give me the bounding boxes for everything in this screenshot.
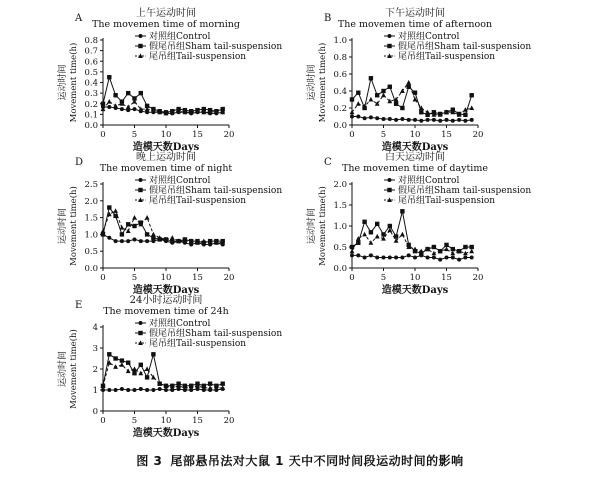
data-point (120, 387, 124, 391)
data-point (107, 388, 111, 392)
data-point (450, 251, 455, 256)
data-point (444, 243, 448, 247)
x-axis-label: 造模天数Days (132, 285, 200, 296)
y-axis-label-en: Movement time(h) (69, 186, 79, 266)
legend-label: 假尾吊组Sham tail-suspension (398, 42, 532, 52)
series-control (350, 253, 474, 261)
legend-marker (139, 34, 143, 38)
data-point (133, 388, 137, 392)
data-point (126, 239, 130, 243)
x-axis-label: 造模天数Days (132, 428, 200, 439)
y-axis-label-en: Movement time(h) (69, 42, 79, 123)
x-axis-label: 造模天数Days (381, 285, 449, 296)
legend-marker (138, 44, 142, 48)
data-point (432, 256, 436, 260)
y-tick-label: 0.0 (84, 264, 98, 274)
data-point (457, 258, 461, 262)
data-point (145, 232, 149, 236)
data-point (369, 230, 373, 234)
data-point (362, 220, 366, 224)
data-point (400, 88, 405, 93)
y-axis-label-cn: 运动时间 (58, 64, 68, 101)
data-point (151, 388, 155, 392)
series-control (101, 105, 225, 115)
panel-letter: C (324, 157, 332, 168)
data-point (407, 253, 411, 257)
data-point (145, 366, 150, 371)
y-tick-label: 4 (92, 323, 98, 333)
data-point (145, 239, 149, 243)
data-point (350, 245, 354, 249)
y-tick-label: 0.5 (84, 247, 98, 258)
y-tick-label: 1.5 (84, 213, 98, 224)
x-tick-label: 20 (223, 416, 235, 426)
data-point (438, 119, 442, 123)
figure-caption-number: 图 3 (136, 454, 163, 468)
panel-letter: E (75, 300, 83, 311)
x-tick-label: 0 (100, 416, 106, 426)
legend-label: 尾吊组Tail-suspension (398, 52, 496, 62)
data-point (407, 118, 411, 122)
data-point (381, 89, 385, 93)
data-point (139, 387, 143, 391)
series-sham (101, 352, 225, 388)
data-point (469, 105, 474, 110)
y-tick-label: 0.0 (333, 264, 347, 274)
x-tick-label: 15 (192, 130, 203, 140)
panel-title-cn: 上午运动时间 (136, 8, 196, 19)
legend-label: 对照组Control (149, 32, 211, 42)
data-point (388, 117, 392, 121)
data-point (394, 102, 398, 106)
y-tick-label: 2.0 (84, 196, 98, 207)
data-point (139, 239, 143, 243)
panel-letter: B (324, 13, 332, 24)
data-point (101, 102, 105, 106)
data-point (356, 91, 360, 95)
data-point (126, 104, 131, 109)
data-point (350, 115, 354, 119)
data-point (425, 110, 430, 115)
panel-letter: A (75, 13, 83, 24)
y-axis-label-en: Movement time(h) (318, 42, 328, 123)
legend-label: 尾吊组Tail-suspension (398, 196, 496, 206)
data-point (113, 208, 118, 213)
data-point (107, 352, 111, 356)
data-point (445, 256, 449, 260)
data-point (133, 237, 137, 241)
y-axis-label-cn: 运动时间 (58, 207, 68, 245)
x-tick-label: 15 (192, 416, 203, 426)
data-point (132, 366, 137, 371)
y-tick-label: 0.8 (333, 53, 347, 63)
y-tick-label: 0.6 (84, 57, 98, 68)
data-point (113, 356, 117, 360)
data-point (369, 115, 373, 119)
legend-label: 对照组Control (149, 176, 211, 186)
legend-label: 尾吊组Tail-suspension (149, 196, 247, 206)
panel-letter: D (75, 157, 84, 168)
data-point (400, 117, 404, 121)
data-point (375, 234, 380, 239)
y-tick-label: 0.4 (84, 78, 98, 89)
legend-marker (387, 44, 391, 48)
y-tick-label: 1.0 (333, 36, 347, 46)
data-point (469, 249, 474, 254)
x-tick-label: 15 (192, 273, 203, 283)
panel-title-cn: 白天运动时间 (385, 152, 445, 163)
data-point (362, 232, 367, 237)
x-tick-label: 10 (160, 130, 172, 140)
data-point (388, 224, 392, 228)
data-point (438, 258, 442, 262)
data-point (107, 205, 111, 209)
y-tick-label: 0.8 (84, 36, 98, 46)
y-tick-label: 2 (92, 365, 98, 375)
data-point (426, 256, 430, 260)
legend-marker (139, 178, 143, 182)
data-point (375, 222, 379, 226)
data-point (419, 119, 423, 123)
data-point (164, 388, 168, 392)
data-point (120, 362, 125, 367)
data-point (120, 107, 124, 111)
data-point (419, 110, 423, 114)
data-point (394, 256, 398, 260)
panel-title-en: The movemen time of 24h (103, 306, 229, 317)
data-point (413, 256, 417, 260)
data-point (356, 115, 360, 119)
series-tail (350, 228, 475, 256)
x-tick-label: 10 (160, 416, 172, 426)
data-point (363, 256, 367, 260)
legend-label: 对照组Control (398, 176, 460, 186)
x-tick-label: 5 (380, 130, 387, 140)
panel-title-cn: 晚上运动时间 (136, 152, 196, 163)
data-point (381, 93, 386, 98)
data-point (451, 119, 455, 123)
panel-title-en: The movemen time of morning (92, 19, 240, 30)
data-point (114, 239, 118, 243)
y-axis-label-en: Movement time(h) (69, 329, 79, 409)
data-point (400, 106, 404, 110)
data-point (145, 215, 150, 220)
y-tick-label: 3 (92, 344, 98, 354)
data-point (463, 113, 467, 117)
data-point (356, 101, 361, 106)
data-point (369, 97, 374, 102)
data-point (463, 245, 467, 249)
data-point (394, 118, 398, 122)
x-tick-label: 20 (472, 273, 484, 283)
data-point (413, 91, 417, 95)
legend-marker (138, 331, 142, 335)
x-tick-label: 10 (409, 130, 421, 140)
data-point (350, 249, 355, 254)
x-tick-label: 5 (131, 130, 138, 140)
data-point (133, 107, 137, 111)
data-point (113, 93, 117, 97)
legend-label: 假尾吊组Sham tail-suspension (149, 186, 283, 196)
data-point (375, 116, 379, 120)
legend-marker (388, 178, 392, 182)
data-point (120, 239, 124, 243)
figure-caption-text: 尾部悬吊法对大鼠 1 天中不同时间段运动时间的影响 (170, 454, 464, 468)
legend-label: 假尾吊组Sham tail-suspension (398, 186, 532, 196)
data-point (151, 352, 155, 356)
x-tick-label: 10 (160, 273, 172, 283)
legend-label: 对照组Control (398, 32, 460, 42)
y-tick-label: 1.5 (333, 201, 347, 211)
data-point (126, 388, 130, 392)
x-axis-label: 造模天数Days (381, 142, 449, 153)
data-point (107, 75, 111, 79)
x-tick-label: 15 (441, 273, 452, 283)
data-point (126, 91, 130, 95)
data-point (451, 247, 455, 251)
data-point (126, 222, 130, 226)
y-tick-label: 1.0 (84, 230, 98, 241)
x-tick-label: 0 (349, 273, 355, 283)
panel-b (305, 6, 531, 153)
data-point (470, 118, 474, 122)
data-point (138, 371, 143, 376)
y-tick-label: 2.0 (333, 180, 347, 190)
data-point (132, 215, 137, 220)
y-tick-label: 0.4 (333, 87, 347, 97)
legend-marker (388, 34, 392, 38)
legend-label: 尾吊组Tail-suspension (149, 52, 247, 62)
data-point (113, 364, 118, 369)
legend-label: 假尾吊组Sham tail-suspension (149, 329, 283, 339)
data-point (221, 382, 225, 386)
x-tick-label: 20 (472, 130, 484, 140)
data-point (113, 103, 118, 108)
data-point (114, 388, 118, 392)
x-tick-label: 10 (409, 273, 421, 283)
data-point (139, 363, 143, 367)
y-axis-label-cn: 运动时间 (307, 207, 317, 245)
data-point (145, 375, 149, 379)
data-point (470, 245, 474, 249)
x-tick-label: 0 (100, 130, 106, 140)
data-point (107, 236, 111, 240)
panel-title-en: The movemen time of afternoon (337, 19, 493, 30)
data-point (413, 118, 417, 122)
x-tick-label: 5 (380, 273, 387, 283)
data-point (463, 119, 467, 123)
data-point (363, 116, 367, 120)
data-point (400, 256, 404, 260)
data-point (158, 387, 162, 391)
panel-title-cn: 24小时运动时间 (129, 295, 203, 306)
data-point (375, 256, 379, 260)
data-point (350, 253, 354, 257)
data-point (170, 235, 175, 240)
legend-marker (387, 188, 391, 192)
data-point (470, 256, 474, 260)
y-tick-label: 0.5 (333, 243, 347, 253)
x-tick-label: 0 (349, 130, 355, 140)
legend-label: 尾吊组Tail-suspension (149, 339, 247, 349)
y-axis-label-cn: 运动时间 (307, 64, 317, 101)
data-point (451, 256, 455, 260)
legend-label: 假尾吊组Sham tail-suspension (149, 42, 283, 52)
data-point (406, 80, 411, 85)
data-point (145, 388, 149, 392)
data-point (463, 256, 467, 260)
data-point (413, 247, 418, 252)
data-point (382, 256, 386, 260)
panel-a (56, 6, 282, 153)
data-point (432, 245, 436, 249)
x-tick-label: 15 (441, 130, 452, 140)
panel-title-en: The movemen time of night (99, 163, 233, 174)
y-axis-label-en: Movement time(h) (318, 186, 328, 266)
data-point (388, 85, 392, 89)
data-point (126, 361, 130, 365)
data-point (400, 209, 404, 213)
y-tick-label: 0.2 (84, 99, 98, 110)
data-point (126, 228, 131, 233)
data-point (457, 118, 461, 122)
x-tick-label: 20 (223, 130, 235, 140)
y-tick-label: 0.5 (84, 67, 98, 78)
data-point (120, 225, 125, 230)
data-point (107, 99, 112, 104)
legend-marker (139, 321, 143, 325)
data-point (126, 369, 131, 374)
data-point (120, 358, 124, 362)
x-tick-label: 0 (100, 273, 106, 283)
y-tick-label: 0.7 (84, 46, 98, 57)
data-point (356, 253, 360, 257)
data-point (369, 240, 374, 245)
data-point (382, 117, 386, 121)
x-tick-label: 5 (131, 273, 138, 283)
y-tick-label: 0.3 (84, 89, 98, 100)
data-point (432, 118, 436, 122)
y-tick-label: 2.5 (84, 180, 98, 190)
series-control (350, 115, 474, 123)
y-axis-label-cn: 运动时间 (58, 350, 68, 388)
data-point (375, 93, 379, 97)
y-tick-label: 0.1 (84, 110, 98, 121)
data-point (132, 224, 136, 228)
data-point (400, 232, 405, 237)
data-point (120, 232, 124, 236)
x-tick-label: 5 (131, 416, 138, 426)
panel-c (305, 150, 531, 296)
data-point (139, 91, 143, 95)
series-line (103, 211, 223, 243)
data-point (470, 93, 474, 97)
data-point (101, 388, 105, 392)
y-tick-label: 0 (92, 407, 98, 417)
x-tick-label: 20 (223, 273, 235, 283)
y-tick-label: 0.0 (84, 121, 98, 131)
legend-marker (138, 188, 142, 192)
data-point (388, 256, 392, 260)
panel-d (56, 150, 282, 296)
data-point (107, 105, 111, 109)
data-point (151, 232, 156, 237)
y-tick-label: 1.0 (333, 222, 347, 232)
data-point (350, 97, 354, 101)
data-point (426, 118, 430, 122)
data-point (369, 76, 373, 80)
y-tick-label: 1 (92, 386, 98, 396)
data-point (369, 253, 373, 257)
legend-label: 对照组Control (149, 319, 211, 329)
series-sham (350, 76, 474, 117)
panel-title-cn: 下午运动时间 (385, 8, 445, 19)
x-axis-label: 造模天数Days (132, 142, 200, 153)
y-tick-label: 0.0 (333, 121, 347, 131)
y-tick-label: 0.2 (333, 104, 347, 114)
data-point (208, 382, 212, 386)
data-point (132, 371, 136, 375)
y-tick-label: 0.6 (333, 70, 347, 80)
figure-caption (0, 452, 600, 469)
panel-e (56, 293, 282, 439)
panel-title-en: The movemen time of daytime (342, 163, 488, 174)
data-point (445, 118, 449, 122)
